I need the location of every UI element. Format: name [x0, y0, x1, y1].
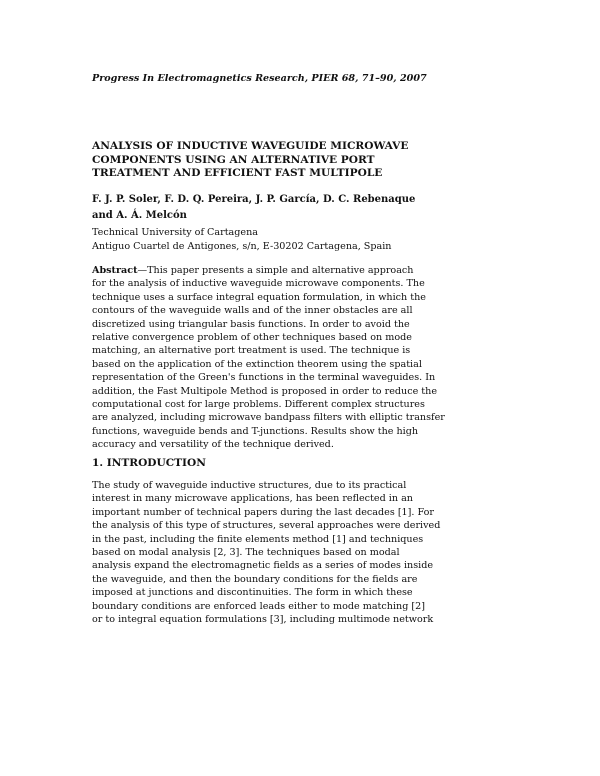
body-line: boundary conditions are enforced leads either to mode matching [2]: [92, 600, 425, 612]
journal-header: Progress In Electromagnetics Research, PIER 68, 71–90, 2007: [92, 73, 427, 84]
affiliation-line: Technical University of Cartagena: [92, 227, 258, 238]
author-list: [92, 192, 415, 223]
abstract-line: for the analysis of inductive waveguide microwave components. The: [92, 278, 425, 290]
abstract-line: representation of the Green's functions in the terminal waveguides. In: [92, 372, 436, 384]
abstract-line: technique uses a surface integral equation formulation, in which the: [92, 291, 426, 303]
body-line: or to integral equation formulations [3], including multimode network: [92, 614, 434, 626]
section-heading: 1. INTRODUCTION: [92, 457, 206, 469]
title-line: ANALYSIS OF INDUCTIVE WAVEGUIDE MICROWAVE: [92, 140, 409, 152]
body-line: the analysis of this type of structures, several approaches were derived: [92, 520, 441, 532]
abstract-first-text: —This paper presents a simple and alternative approach: [137, 265, 414, 276]
abstract: [92, 264, 445, 452]
abstract-line: based on the application of the extinction theorem using the spatial: [92, 358, 422, 370]
body-line: imposed at junctions and discontinuities. The form in which these: [92, 587, 413, 599]
abstract-line: addition, the Fast Multipole Method is proposed in order to reduce the: [92, 385, 438, 397]
introduction-body: [92, 479, 441, 626]
author-line: and A. Á. Melcón: [92, 209, 187, 221]
affiliation: [92, 226, 392, 253]
abstract-line: contours of the waveguide walls and of the inner obstacles are all: [92, 305, 413, 317]
body-line: based on modal analysis [2, 3]. The techniques based on modal: [92, 547, 400, 559]
abstract-line: are analyzed, including microwave bandpass filters with elliptic transfer: [92, 412, 445, 424]
title-line: TREATMENT AND EFFICIENT FAST MULTIPOLE: [92, 167, 383, 179]
body-line: The study of waveguide inductive structures, due to its practical: [92, 480, 407, 491]
abstract-line: computational cost for large problems. Different complex structures: [92, 399, 425, 411]
abstract-line: matching, an alternative port treatment is used. The technique is: [92, 345, 411, 357]
abstract-line: discretized using triangular basis functions. In order to avoid the: [92, 318, 410, 330]
abstract-first-line: [92, 264, 422, 277]
affiliation-line: Antiguo Cuartel de Antigones, s/n, E-30202 Cartagena, Spain: [92, 240, 392, 252]
body-line: in the past, including the finite elements method [1] and techniques: [92, 533, 424, 545]
body-line: important number of technical papers during the last decades [1]. For: [92, 506, 435, 518]
title-line: COMPONENTS USING AN ALTERNATIVE PORT: [92, 153, 375, 166]
author-line: F. J. P. Soler, F. D. Q. Pereira, J. P. García, D. C. Rebenaque: [92, 194, 416, 205]
abstract-line: relative convergence problem of other techniques based on mode: [92, 332, 412, 344]
paper-title: [92, 140, 432, 181]
body-line: analysis expand the electromagnetic fields as a series of modes inside: [92, 560, 434, 572]
abstract-line: accuracy and versatility of the technique derived.: [92, 439, 334, 451]
abstract-label: Abstract: [92, 265, 138, 276]
body-line: the waveguide, and then the boundary conditions for the fields are: [92, 573, 418, 585]
abstract-line: functions, waveguide bends and T-junctions. Results show the high: [92, 425, 419, 437]
body-line: interest in many microwave applications, has been reflected in an: [92, 493, 413, 505]
